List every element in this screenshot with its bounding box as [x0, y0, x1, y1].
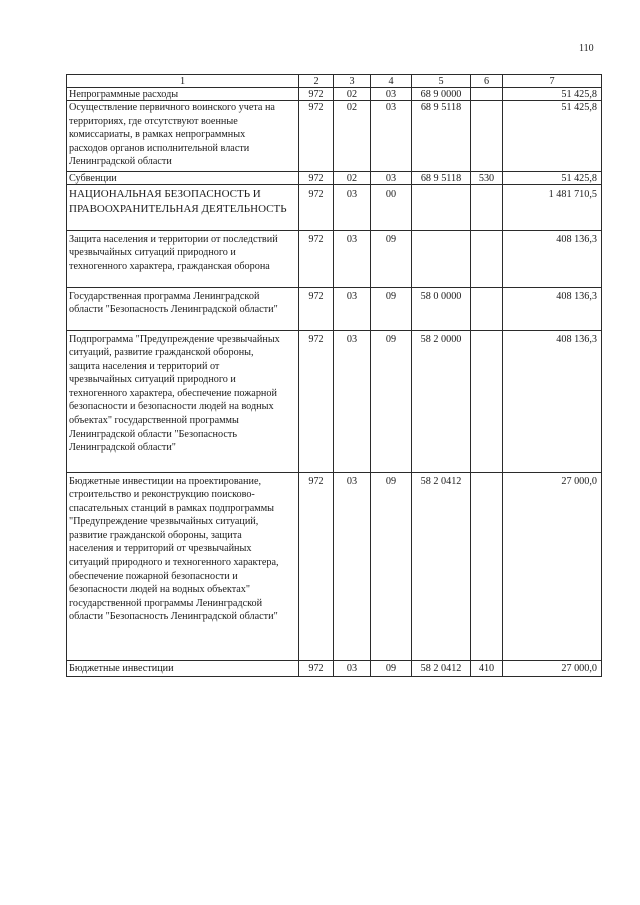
- description-cell: Подпрограмма "Предупреждение чрезвычайных ситуаций, развитие гражданской обороны, защита населения и территорий от чрезвычайных ситуаций природного и техногенного характера, обеспечение пожарной безопасности и безопасности людей на водных объектах" государственной программы Ленинградской области "Безопасность Ленинградской области": [67, 331, 299, 473]
- description-cell: Защита населения и территории от последствий чрезвычайных ситуаций природного и техногенного характера, гражданская оборона: [67, 231, 299, 288]
- amount-cell: 1 481 710,5: [503, 185, 602, 231]
- description-cell: Государственная программа Ленинградской области "Безопасность Ленинградской области": [67, 288, 299, 331]
- header-col-2: 2: [299, 75, 334, 88]
- amount-cell: 408 136,3: [503, 331, 602, 473]
- target-article-cell: 58 0 0000: [412, 288, 471, 331]
- description-cell: Бюджетные инвестиции: [67, 661, 299, 677]
- department-code-cell: 972: [299, 231, 334, 288]
- subsection-cell: 09: [371, 661, 412, 677]
- department-code-cell: 972: [299, 185, 334, 231]
- target-article-cell: 58 2 0412: [412, 473, 471, 661]
- header-col-1: 1: [67, 75, 299, 88]
- expense-type-cell: [471, 473, 503, 661]
- table-row: [67, 88, 602, 101]
- description-cell: Осуществление первичного воинского учета на территориях, где отсутствуют военные комиссариаты, в рамках непрограммных расходов органов исполнительной власти Ленинградской области: [67, 101, 299, 172]
- description-cell: Субвенции: [67, 172, 299, 185]
- subsection-cell: 09: [371, 231, 412, 288]
- table-row: [67, 473, 602, 661]
- subsection-cell: 09: [371, 288, 412, 331]
- expense-type-cell: [471, 101, 503, 172]
- subsection-cell: 09: [371, 473, 412, 661]
- table-row: [67, 172, 602, 185]
- target-article-cell: [412, 185, 471, 231]
- subsection-cell: 09: [371, 331, 412, 473]
- expense-type-cell: [471, 185, 503, 231]
- header-col-3: 3: [334, 75, 371, 88]
- section-cell: 03: [334, 331, 371, 473]
- department-code-cell: 972: [299, 473, 334, 661]
- section-cell: 02: [334, 88, 371, 101]
- department-code-cell: 972: [299, 101, 334, 172]
- subsection-cell: 03: [371, 172, 412, 185]
- section-heading-cell: НАЦИОНАЛЬНАЯ БЕЗОПАСНОСТЬ И ПРАВООХРАНИТЕЛЬНАЯ ДЕЯТЕЛЬНОСТЬ: [67, 185, 299, 231]
- table-row: [67, 661, 602, 677]
- header-col-4: 4: [371, 75, 412, 88]
- target-article-cell: 68 9 5118: [412, 101, 471, 172]
- section-cell: 02: [334, 101, 371, 172]
- subsection-cell: 03: [371, 88, 412, 101]
- header-row: [67, 75, 602, 88]
- department-code-cell: 972: [299, 88, 334, 101]
- table-row: [67, 331, 602, 473]
- department-code-cell: 972: [299, 661, 334, 677]
- section-cell: 03: [334, 473, 371, 661]
- amount-cell: 51 425,8: [503, 172, 602, 185]
- header-col-6: 6: [471, 75, 503, 88]
- table-row: [67, 231, 602, 288]
- table-row: [67, 288, 602, 331]
- target-article-cell: [412, 231, 471, 288]
- department-code-cell: 972: [299, 331, 334, 473]
- amount-cell: 408 136,3: [503, 231, 602, 288]
- target-article-cell: 68 9 5118: [412, 172, 471, 185]
- subsection-cell: 03: [371, 101, 412, 172]
- expense-type-cell: [471, 231, 503, 288]
- target-article-cell: 58 2 0412: [412, 661, 471, 677]
- department-code-cell: 972: [299, 172, 334, 185]
- expense-type-cell: [471, 288, 503, 331]
- expense-type-cell: [471, 331, 503, 473]
- amount-cell: 27 000,0: [503, 473, 602, 661]
- table-row: [67, 101, 602, 172]
- department-code-cell: 972: [299, 288, 334, 331]
- amount-cell: 51 425,8: [503, 101, 602, 172]
- section-cell: 02: [334, 172, 371, 185]
- header-col-5: 5: [412, 75, 471, 88]
- expense-type-cell: 530: [471, 172, 503, 185]
- section-cell: 03: [334, 288, 371, 331]
- amount-cell: 408 136,3: [503, 288, 602, 331]
- expense-type-cell: 410: [471, 661, 503, 677]
- target-article-cell: 68 9 0000: [412, 88, 471, 101]
- page-number: 110: [579, 43, 594, 54]
- description-cell: Бюджетные инвестиции на проектирование, строительство и реконструкцию поисково- спасательных станций в рамках подпрограммы "Предупреждение чрезвычайных ситуаций, развитие гражданской обороны, защита населения и территорий от чрезвычайных ситуаций природного и техногенного характера, обеспечение пожарной безопасности и безопасности людей на водных объектах" государственной программы Ленинградской области "Безопасность Ленинградской области": [67, 473, 299, 661]
- expense-type-cell: [471, 88, 503, 101]
- description-cell: Непрограммные расходы: [67, 88, 299, 101]
- section-cell: 03: [334, 231, 371, 288]
- budget-table: [66, 74, 602, 677]
- amount-cell: 27 000,0: [503, 661, 602, 677]
- section-cell: 03: [334, 661, 371, 677]
- section-cell: 03: [334, 185, 371, 231]
- target-article-cell: 58 2 0000: [412, 331, 471, 473]
- header-col-7: 7: [503, 75, 602, 88]
- amount-cell: 51 425,8: [503, 88, 602, 101]
- table-row: [67, 185, 602, 231]
- subsection-cell: 00: [371, 185, 412, 231]
